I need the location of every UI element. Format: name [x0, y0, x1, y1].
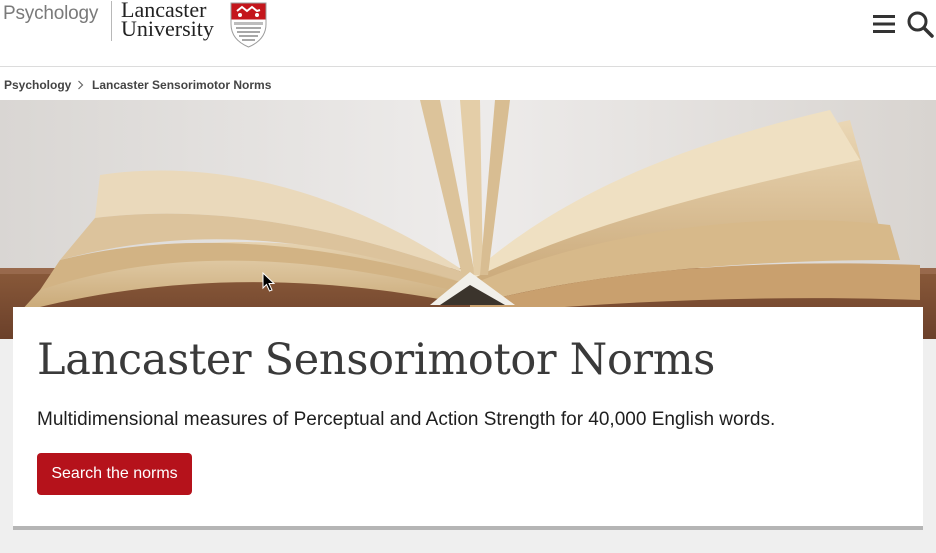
- breadcrumb-item-psychology[interactable]: Psychology: [4, 78, 72, 92]
- header-divider: [111, 1, 112, 41]
- mouse-cursor-icon: [262, 272, 276, 293]
- university-crest-icon: [230, 2, 267, 48]
- breadcrumb-current-page: Lancaster Sensorimotor Norms: [92, 78, 272, 92]
- hamburger-menu-icon[interactable]: [872, 12, 896, 36]
- chevron-right-icon: [77, 80, 84, 90]
- intro-card: [13, 307, 923, 530]
- page-title: Lancaster Sensorimotor Norms: [37, 335, 716, 385]
- breadcrumb: [0, 67, 936, 100]
- department-name: Psychology: [3, 3, 99, 24]
- site-header: [0, 0, 936, 67]
- search-the-norms-button[interactable]: Search the norms: [37, 453, 192, 495]
- page-subtitle: Multidimensional measures of Perceptual and Action Strength for 40,000 English words.: [37, 409, 776, 430]
- university-wordmark: Lancaster University: [121, 0, 214, 41]
- open-book-illustration: [0, 100, 936, 339]
- hero-image-open-book: [0, 100, 936, 339]
- search-icon[interactable]: [906, 10, 934, 38]
